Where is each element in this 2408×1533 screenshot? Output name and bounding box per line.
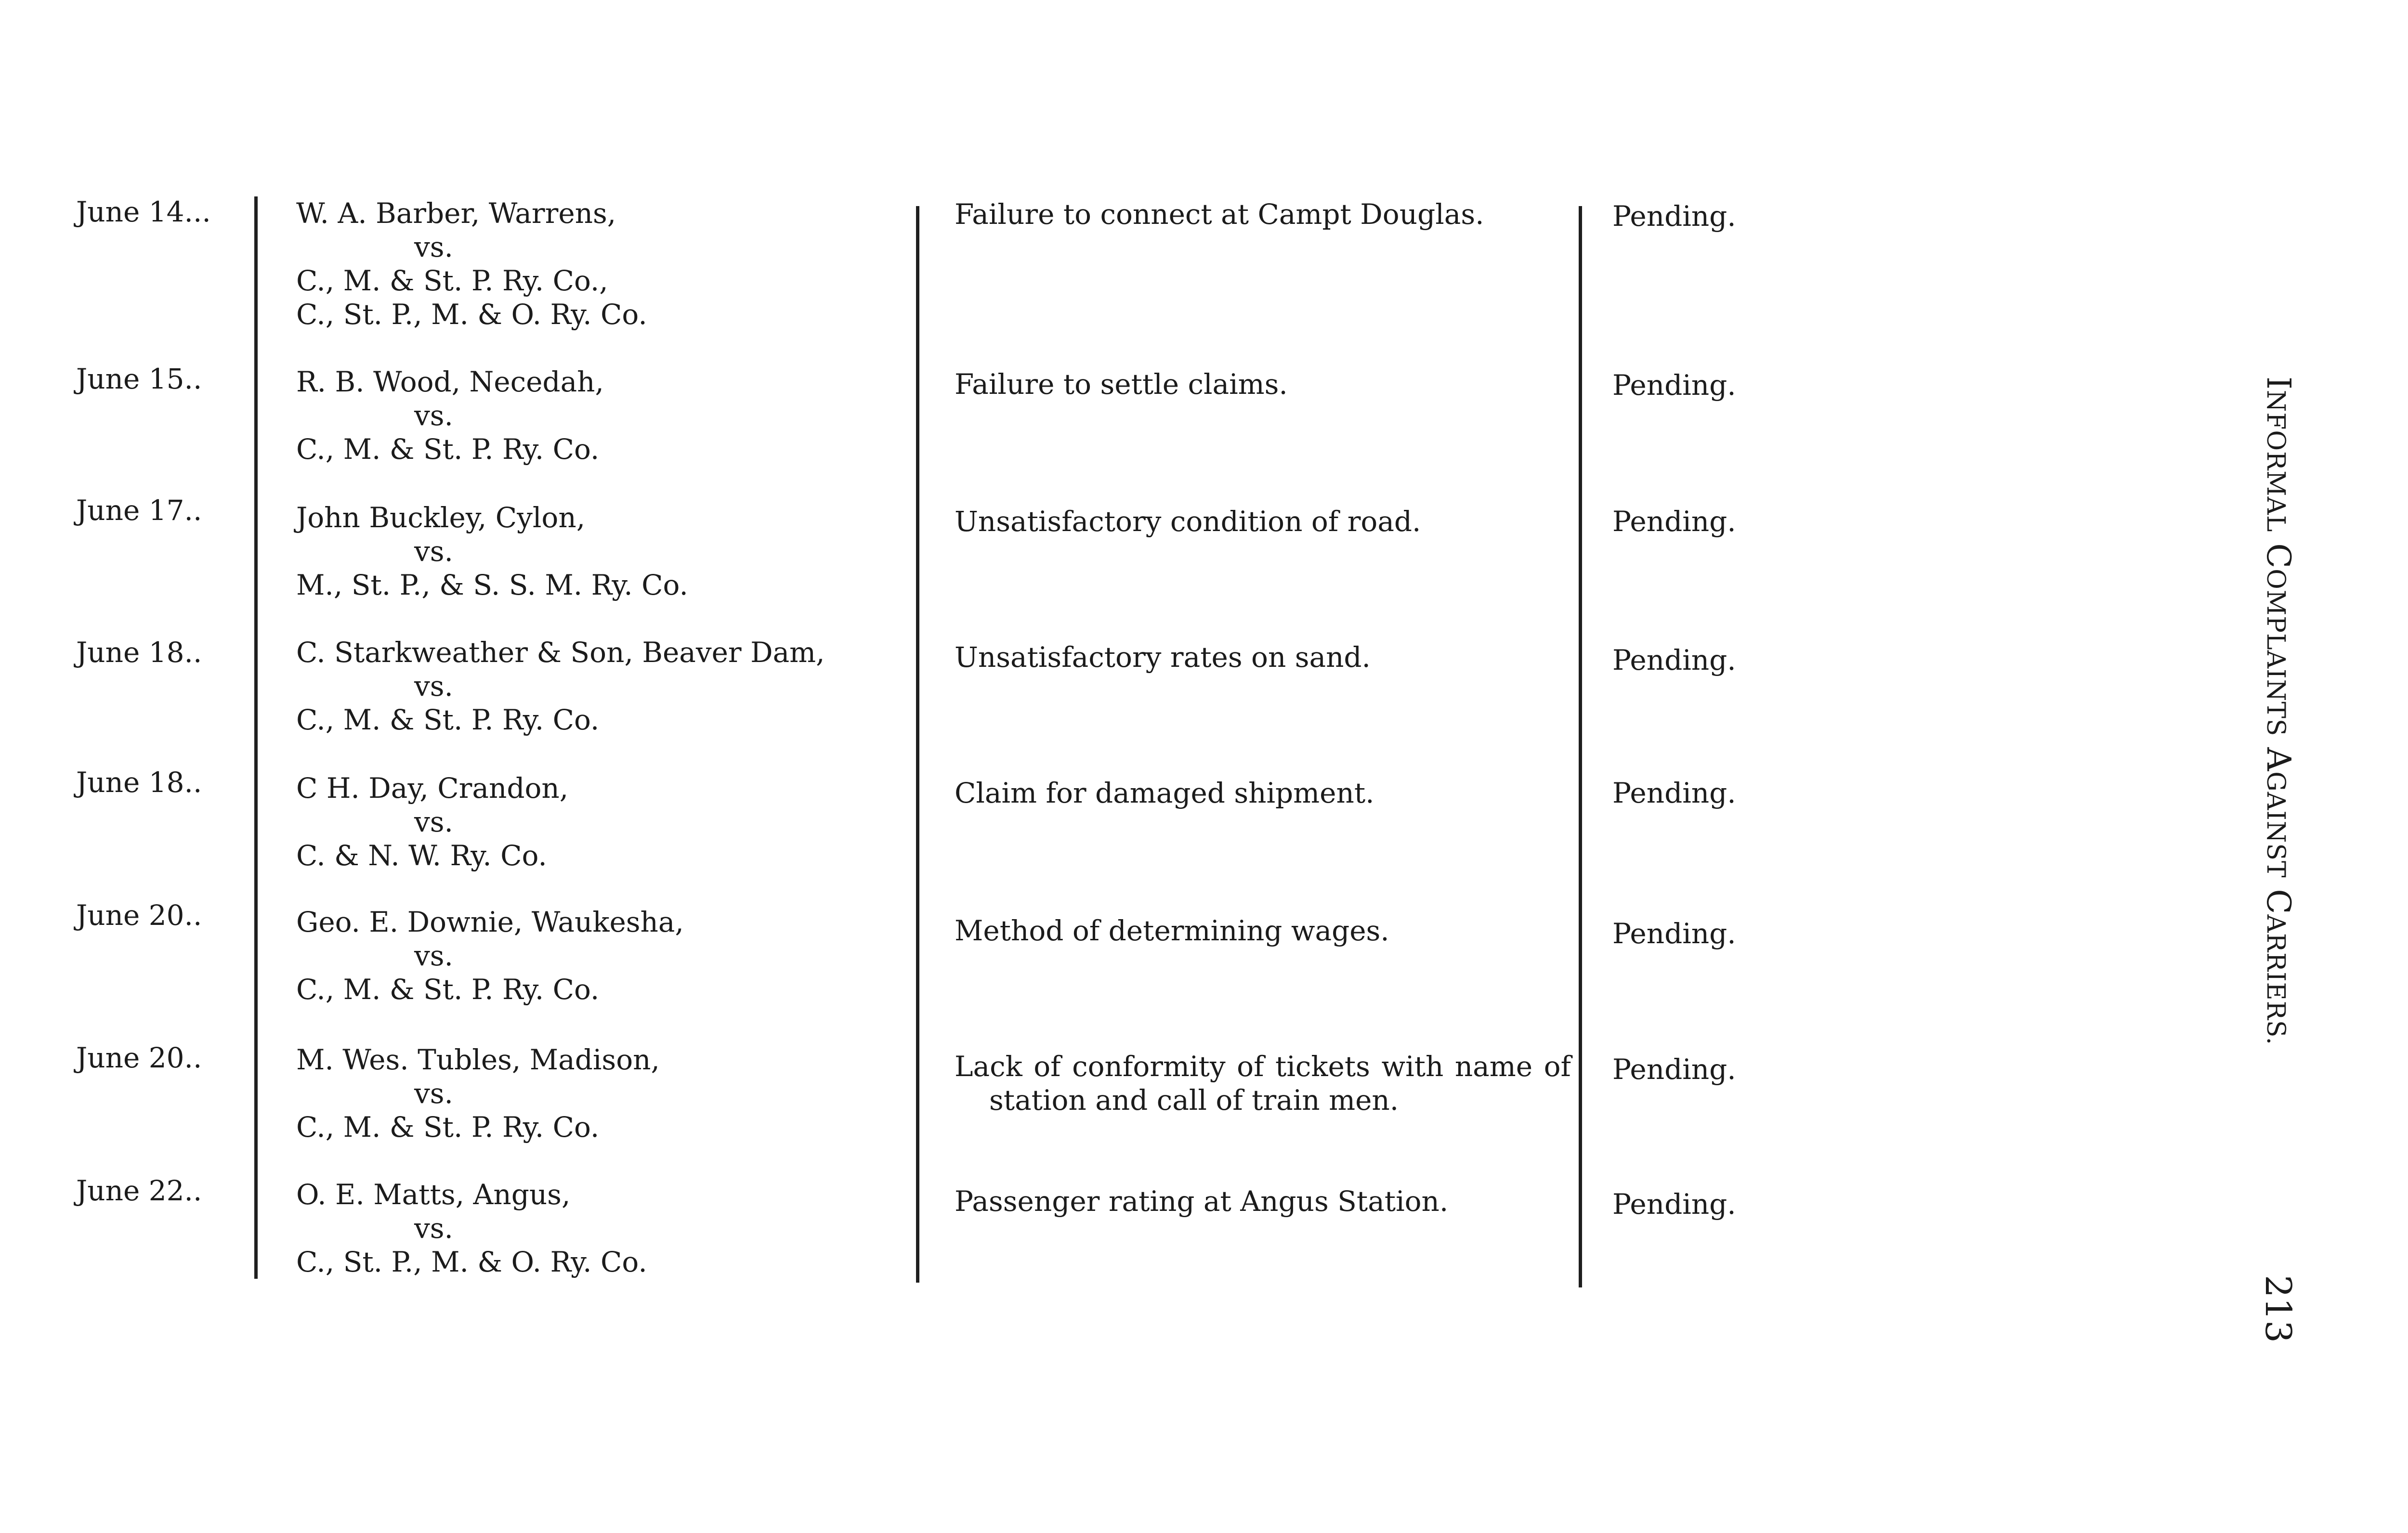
column-rule-date [254,196,258,1279]
complaint-subject: Claim for damaged shipment. [955,777,1374,809]
complainant: R. B. Wood, Necedah, [296,365,604,398]
complaint-subject: Unsatisfactory condition of road. [955,505,1421,538]
complaint-date: June 15.. [76,363,202,395]
defendant: M., St. P., & S. S. M. Ry. Co. [296,569,688,601]
complainant: C H. Day, Crandon, [296,772,569,805]
complaint-status: Pending. [1612,200,1736,233]
complaint-parties [296,771,568,872]
complaint-date: June 17.. [76,494,202,527]
complaint-subject: Failure to settle claims. [955,368,1288,401]
versus: vs. [414,399,453,432]
column-rule-parties [916,206,919,1283]
versus: vs. [414,1212,453,1245]
column-rule-subject [1579,206,1582,1287]
complaint-status: Pending. [1612,644,1736,676]
versus: vs. [414,231,453,263]
complainant: M. Wes. Tubles, Madison, [296,1043,660,1076]
running-head: INFORMAL COMPLAINTS AGAINST CARRIERS. [2259,377,2297,1046]
defendant: C., M. & St. P. Ry. Co. [296,1111,600,1143]
complaint-parties [296,636,825,737]
defendant: C., M. & St. P. Ry. Co., [296,264,608,297]
complaint-subject: Method of determining wages. [955,914,1389,947]
complaint-parties [296,1043,660,1144]
complaint-date: June 14... [76,195,211,228]
defendant: C., M. & St. P. Ry. Co. [296,703,600,736]
complaint-parties [296,1178,647,1279]
versus: vs. [414,939,453,972]
complaint-status: Pending. [1612,1188,1736,1221]
complaint-subject: Unsatisfactory rates on sand. [955,641,1371,674]
complaint-date: June 18.. [76,636,202,669]
defendant: C., St. P., M. & O. Ry. Co. [296,1246,647,1278]
versus: vs. [414,670,453,702]
versus: vs. [414,535,453,568]
complaint-parties [296,365,604,466]
complainant: Geo. E. Downie, Waukesha, [296,906,684,938]
page-number: 213 [2257,1275,2299,1343]
defendant: C., M. & St. P. Ry. Co. [296,973,600,1006]
complaint-date: June 20.. [76,899,202,932]
complaint-parties [296,905,684,1006]
complaint-status: Pending. [1612,505,1736,538]
defendant: C. & N. W. Ry. Co. [296,839,547,872]
versus: vs. [414,1077,453,1110]
complaint-parties [296,501,688,602]
defendant: C., M. & St. P. Ry. Co. [296,433,600,466]
complaint-subject: Passenger rating at Angus Station. [955,1185,1449,1218]
versus: vs. [414,805,453,838]
complaint-date: June 18.. [76,766,202,799]
complaint-status: Pending. [1612,917,1736,950]
complaint-status: Pending. [1612,369,1736,402]
complaint-parties [296,196,647,331]
complaint-status: Pending. [1612,1053,1736,1086]
complaint-status: Pending. [1612,777,1736,809]
complaint-subject: Failure to connect at Campt Douglas. [955,198,1484,231]
complainant: O. E. Matts, Angus, [296,1178,571,1211]
defendant: C., St. P., M. & O. Ry. Co. [296,298,647,331]
complainant: John Buckley, Cylon, [296,501,586,534]
complaint-date: June 20.. [76,1041,202,1074]
complainant: W. A. Barber, Warrens, [296,197,616,230]
complainant: C. Starkweather & Son, Beaver Dam, [296,636,825,669]
complaint-subject: Lack of conformity of tickets with name of station and call of train men. [955,1050,1571,1117]
complaint-date: June 22.. [76,1174,202,1207]
